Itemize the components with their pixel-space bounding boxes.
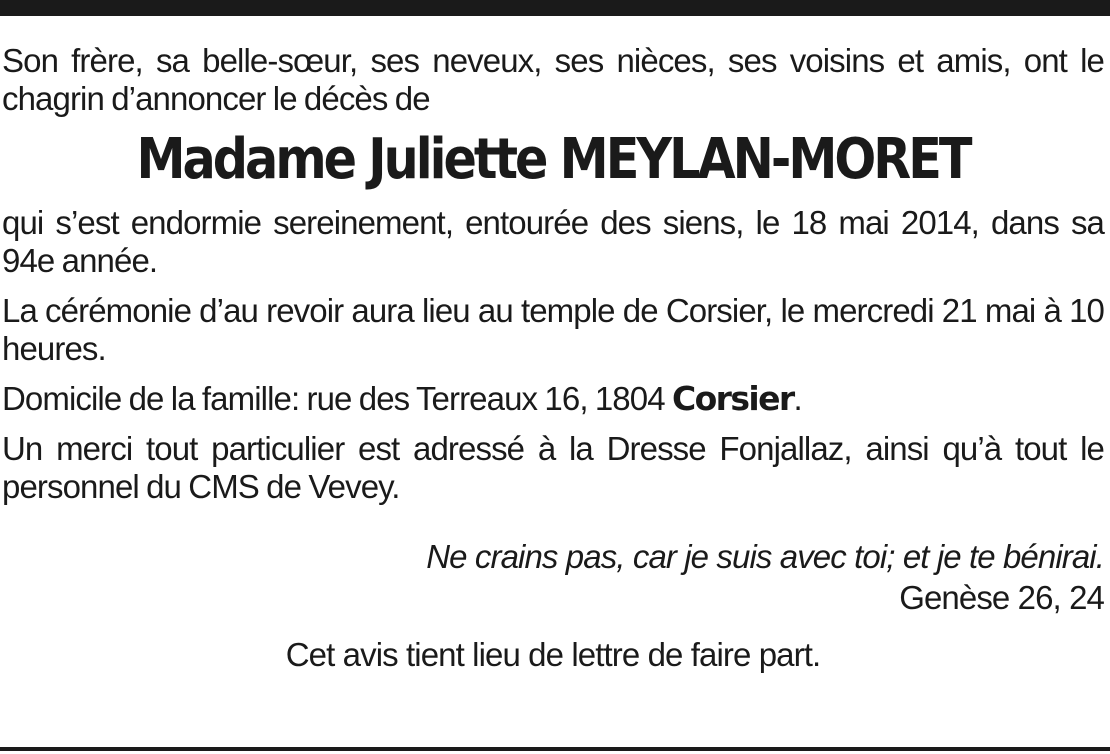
notice-content xyxy=(2,42,1104,674)
address-end: . xyxy=(793,380,802,417)
bible-verse: Ne crains pas, car je suis avec toi; et je te bénirai. xyxy=(426,538,1104,575)
death-paragraph: qui s’est endormie sereinement, entourée des siens, le 18 mai 2014, dans sa 94e année. xyxy=(2,204,1104,279)
intro-paragraph: Son frère, sa belle-sœur, ses neveux, ses nièces, ses voisins et amis, ont le chagrin d’annoncer le décès de xyxy=(2,42,1104,117)
address-place: Corsier xyxy=(671,379,794,418)
deceased-name: Madame Juliette MEYLAN-MORET xyxy=(136,127,970,192)
bottom-border-rule xyxy=(0,747,1110,751)
bible-reference: Genèse 26, 24 xyxy=(899,579,1104,616)
thanks-paragraph: Un merci tout particulier est adressé à la Dresse Fonjallaz, ainsi qu’à tout le personnel du CMS de Vevey. xyxy=(2,430,1104,505)
address-text: Domicile de la famille: rue des Terreaux 16, 1804 xyxy=(2,380,672,417)
top-border-rule xyxy=(0,0,1110,16)
ceremony-paragraph: La cérémonie d’au revoir aura lieu au temple de Corsier, le mercredi 21 mai à 10 heures. xyxy=(2,292,1104,367)
closing-note: Cet avis tient lieu de lettre de faire part. xyxy=(285,636,821,673)
address-paragraph xyxy=(2,380,1104,418)
